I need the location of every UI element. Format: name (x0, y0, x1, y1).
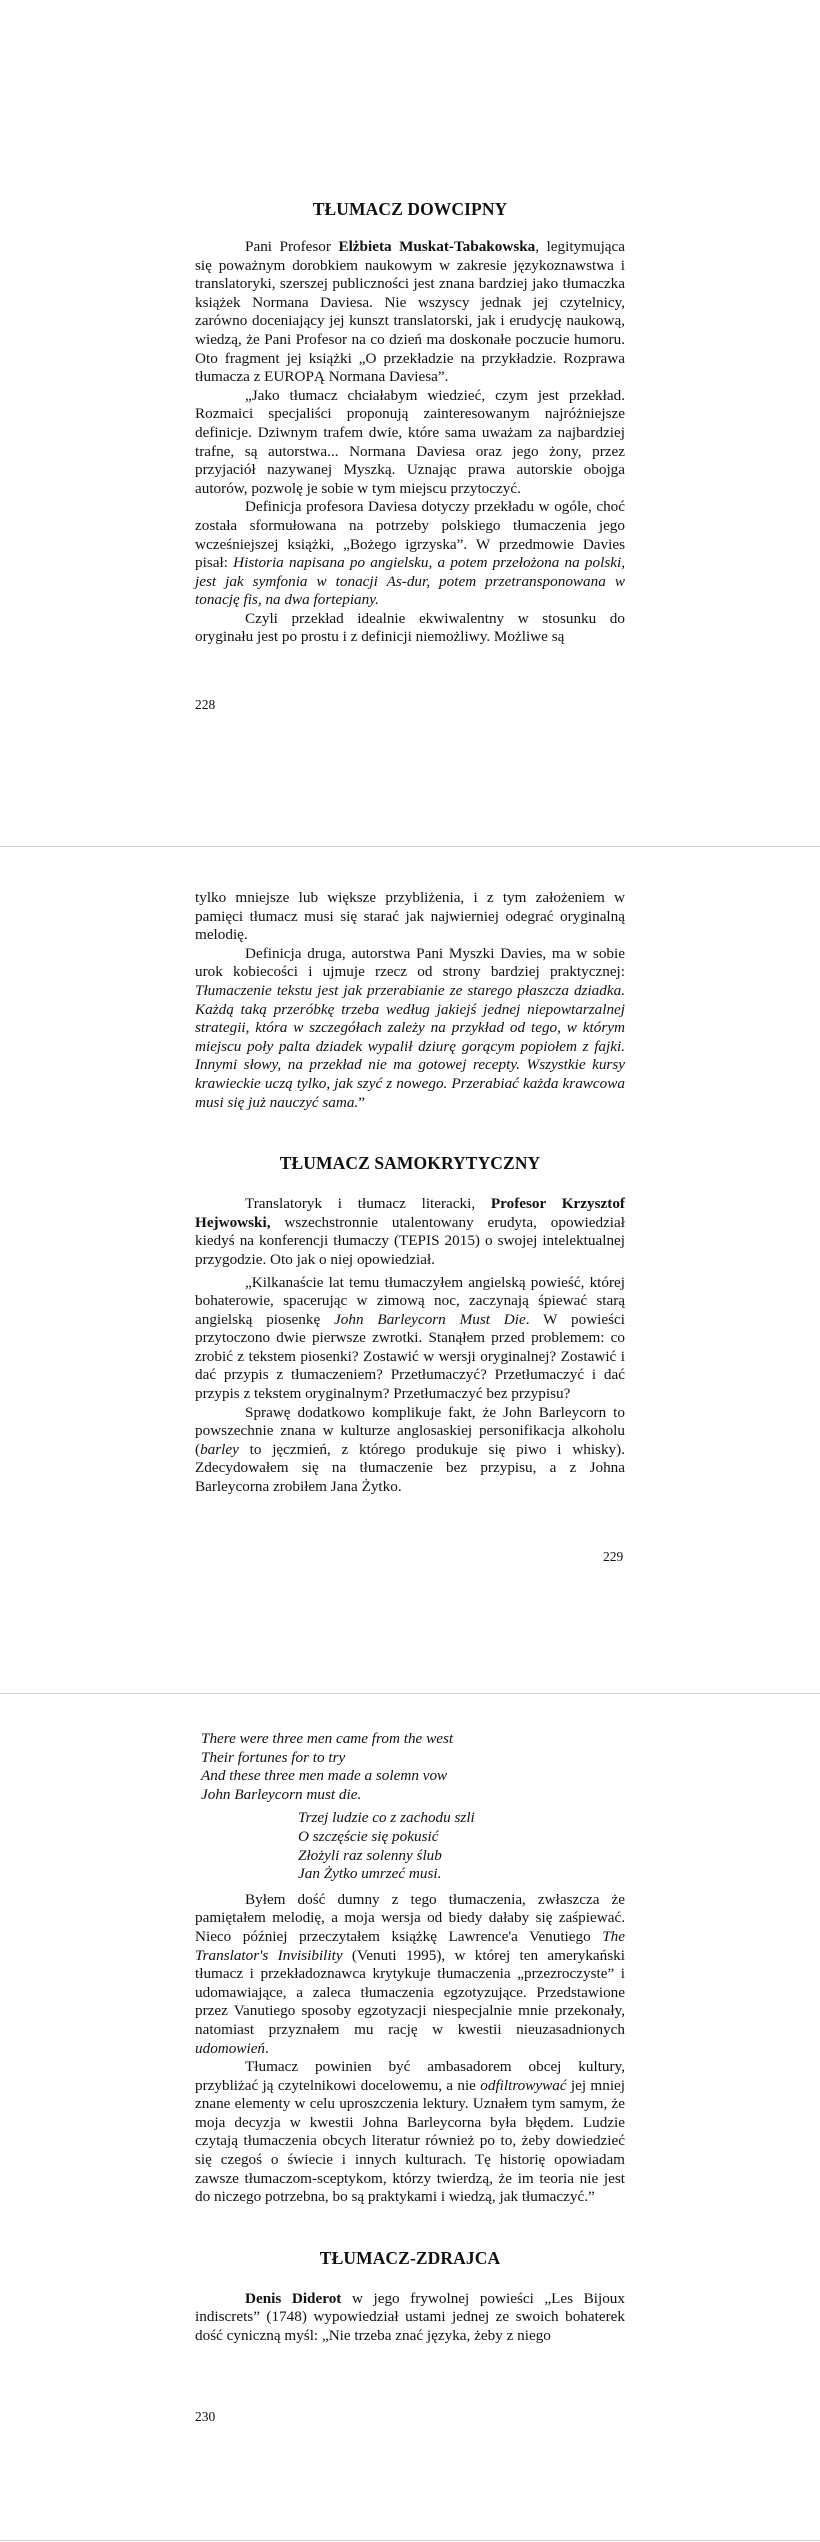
page-number: 230 (195, 2409, 216, 2424)
paragraph: Tłumacz powinien być ambasadorem obcej kultury, przybliżać ją czytelnikowi docelowemu, a nie odfiltrowywać jej mniej znane elementy w celu uproszczenia lektury. Uznałem tym samym, że moja decyzja w kwestii Johna Barleycorna była błędem. Ludzie czytają tłumaczenia obcych literatur również po to, żeby dowiedzieć się czegoś o świecie i innych kulturach. Tę historię opowiadam zawsze tłumaczom-sceptykom, którzy twierdzą, że im teoria nie jest do niczego potrzebna, bo są praktykami i wiedzą, jak tłumaczyć.” (195, 2058, 625, 2206)
page-number: 229 (603, 1549, 624, 1564)
verse-english (201, 1730, 625, 1804)
section-heading: TŁUMACZ-ZDRAJCA (319, 2247, 501, 2268)
italic-text: Historia napisana po angielsku, a potem przełożona na polski, jest jak symfonia w tonacji As-dur, potem przetransponowana w tonację fis, na dwa fortepiany. (195, 554, 625, 609)
verse-line: And these three men made a solemn vow (201, 1767, 448, 1785)
paragraph: Denis Diderot w jego frywolnej powieści „Les Bijoux indiscrets” (1748) wypowiedział ustami jednej ze swoich bohaterek dość cyniczną myśl: „Nie trzeba znać języka, żeby z niego (195, 2289, 625, 2345)
italic-text: The Translator's Invisibility (195, 1927, 625, 1964)
paragraph: tylko mniejsze lub większe przybliżenia, i z tym założeniem w pamięci tłumacz musi się starać jak najwierniej odegrać oryginalną melodię. (195, 889, 625, 944)
text-column (195, 198, 625, 647)
paragraph: Sprawę dodatkowo komplikuje fakt, że John Barleycorn to powszechnie znana w kulturze anglosaskiej personifikacja alkoholu (barley to jęczmień, z którego produkuje się piwo i whisky). Zdecydowałem się na tłumaczenie bez przypisu, a z Johna Barleycorna zrobiłem Jana Żytko. (195, 1403, 625, 1496)
section-heading: TŁUMACZ DOWCIPNY (312, 199, 508, 219)
verse-line: Trzej ludzie co z zachodu szli (298, 1809, 475, 1827)
paragraph: Byłem dość dumny z tego tłumaczenia, zwłaszcza że pamiętałem melodię, a moja wersja od biedy dałaby się zaśpiewać. Nieco później przeczytałem książkę Lawrence'a Venutiego The Translator's Invisibility (Venuti 1995), w której ten amerykański tłumacz i przekładoznawca krytykuje tłumaczenia „przezroczyste” i udomawiające, a zaleca tłumaczenia egzotyzujące. Przedstawione przez Vanutiego sposoby egzotyzacji niespecjalnie mnie przekonały, natomiast przyznałem mu rację w kwestii nieuzasadnionych udomowień. (195, 1890, 625, 2057)
verse-line: Their fortunes for to try (201, 1748, 346, 1766)
page-229 (0, 847, 820, 1694)
paragraph: Definicja profesora Daviesa dotyczy przekładu w ogóle, choć została sformułowana na potrzeby polskiego tłumaczenia jego wcześniejszej książki, „Bożego igrzyska”. W przedmowie Davies pisał: Historia napisana po angielsku, a potem przełożona na polski, jest jak symfonia w tonacji As-dur, potem przetransponowana w tonację fis, na dwa fortepiany. (195, 498, 625, 609)
section-heading: TŁUMACZ SAMOKRYTYCZNY (279, 1153, 541, 1174)
verse-polish (298, 1809, 625, 1883)
paragraph: „Jako tłumacz chciałabym wiedzieć, czym jest przekład. Rozmaici specjaliści proponują zainteresowanym najróżniejsze definicje. Dziwnym trafem dwie, które sama uważam za najbardziej trafne, są autorstwa... Normana Daviesa oraz jego żony, przez przyjaciół nazywanej Myszką. Uznając prawa autorskie obojga autorów, pozwolę je sobie w tym miejscu przytoczyć. (195, 386, 625, 497)
italic-text: barley (200, 1440, 239, 1458)
italic-text: Tłumaczenie tekstu jest jak przerabianie ze starego płaszcza dziadka. Każdą taką przeróbkę trzeba według jakiejś jednej niepowtarzalnej strategii, która w szczegółach zależy na przykład od tego, w którym miejscu poły palta dziadek wypalił dziurę gorącym popiołem z fajki. Innymi słowy, na przekład nie ma gotowej recepty. Wszystkie kursy krawieckie uczą tylko, jak szyć z nowego. Przerabiać każda krawcowa musi się już nauczyć sama. (195, 981, 625, 1111)
paragraph: Czyli przekład idealnie ekwiwalentny w stosunku do oryginału jest po prostu i z definicji niemożliwy. Możliwe są (195, 609, 625, 646)
verse-line: Złożyli raz solenny ślub (298, 1846, 442, 1864)
bold-name: Denis Diderot (245, 2289, 342, 2307)
page-number: 228 (195, 697, 216, 712)
italic-text: udomowień (195, 2039, 266, 2057)
bold-name: Elżbieta Muskat-Tabakowska (338, 238, 536, 255)
verse-line: Jan Żytko umrzeć musi. (298, 1865, 442, 1883)
paragraph: Pani Profesor Elżbieta Muskat-Tabakowska, legitymująca się poważnym dorobkiem naukowym w zakresie językoznawstwa i translatoryki, szerszej publiczności jest znana bardziej jako tłumaczka książek Normana Daviesa. Nie wszyscy jednak jej czytelnicy, zarówno doceniający jej kunszt translatorski, jak i erudycję naukową, wiedzą, że Pani Profesor na co dzień ma doskonałe poczucie humoru. Oto fragment jej książki „O przekładzie na przykładzie. Rozprawa tłumacza z EUROPĄ Normana Daviesa”. (195, 238, 626, 386)
paragraph: Definicja druga, autorstwa Pani Myszki Davies, ma w sobie urok kobiecości i ujmuje rzecz od strony bardziej praktycznej: Tłumaczenie tekstu jest jak przerabianie ze starego płaszcza dziadka. Każdą taką przeróbkę trzeba według jakiejś jednej niepowtarzalnej strategii, która w szczegółach zależy na przykład od tego, w którym miejscu poły palta dziadek wypalił dziurę gorącym popiołem z fajki. Innymi słowy, na przekład nie ma gotowej recepty. Wszystkie kursy krawieckie uczą tylko, jak szyć z nowego. Przerabiać każda krawcowa musi się już nauczyć sama.” (195, 944, 625, 1111)
bold-name: Profesor Krzysztof Hejwowski, (195, 1195, 625, 1231)
paragraph: Translatoryk i tłumacz literacki, Profesor Krzysztof Hejwowski, wszechstronnie utalentowany erudyta, opowiedział kiedyś na konferencji tłumaczy (TEPIS 2015) o swojej intelektualnej przygodzie. Oto jak o niej opowiedział. (195, 1195, 625, 1268)
paragraph: „Kilkanaście lat temu tłumaczyłem angielską powieść, której bohaterowie, spacerując w zimową noc, zaczynają śpiewać starą angielską piosenkę John Barleycorn Must Die. W powieści przytoczono dwie pierwsze zwrotki. Stanąłem przed problemem: co zrobić z tekstem piosenki? Zostawić w wersji oryginalnej? Zostawić i dać przypis z tłumaczeniem? Przetłumaczyć? Przetłumaczyć i dać przypis z tekstem oryginalnym? Przetłumaczyć bez przypisu? (195, 1273, 625, 1403)
text-column (195, 889, 625, 1497)
verse-line: John Barleycorn must die. (201, 1785, 362, 1803)
italic-text: John Barleycorn Must Die (334, 1310, 526, 1328)
verse-line: O szczęście się pokusić (298, 1827, 439, 1845)
italic-text: odfiltrowywać (480, 2076, 567, 2094)
text-column (195, 1730, 625, 2346)
verse-line: There were three men came from the west (201, 1730, 454, 1747)
page-228 (0, 0, 820, 847)
page-230 (0, 1694, 820, 2541)
